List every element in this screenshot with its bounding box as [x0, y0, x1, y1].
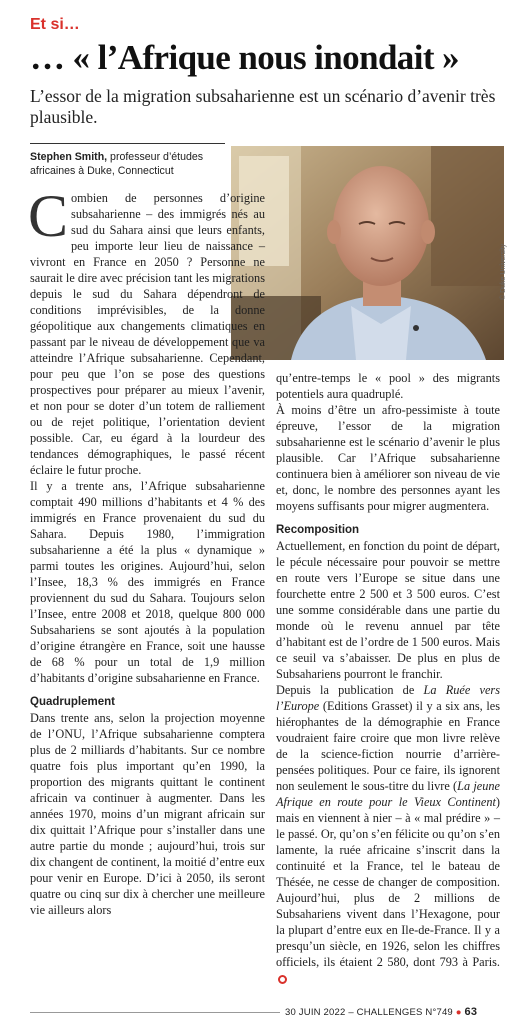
article-paragraph: qu’entre-temps le « pool » des migrants potentiels aura quadruplé.	[276, 371, 500, 401]
photo-credit: © Duke University	[500, 243, 507, 300]
page-number: 63	[464, 1006, 478, 1018]
magazine-issue: CHALLENGES N°749	[356, 1007, 453, 1018]
article-paragraph: Il y a trente ans, l’Afrique subsaharienne comptait 490 millions d’habitants et 4 % des immigrés en France provenaient du sud du Sahara. Depuis 1980, l’immigration subsaharienne a été la plus « dynamique » parmi toutes les origines. Aujourd’hui, selon l’Insee, 18,3 % des immigrés en France proviennent du sud du Sahara. Toujours selon l’Insee, entre 2008 et 2018, quelque 800 000 Subsahariens se sont ajoutés à la population d’origine étrangère en France, soit une hausse de 68 % pour un total de 1,9 million d’habitants d’origine subsaharienne en France.	[30, 479, 265, 685]
portrait-photo-illustration	[231, 146, 504, 360]
article-column-right	[276, 370, 500, 986]
page-footer: 30 JUIN 2022 – CHALLENGES N°749 ● 63	[285, 1006, 478, 1018]
article-column-left	[28, 183, 265, 918]
book-subtitle: La jeune Afrique en route pour le Vieux Continent	[276, 779, 500, 809]
drop-cap: C	[28, 183, 69, 249]
author-portrait-photo	[231, 146, 504, 360]
footer-rule	[30, 1012, 280, 1013]
end-of-article-icon	[278, 975, 287, 984]
bullet-icon: ●	[455, 1007, 462, 1018]
issue-date: 30 JUIN 2022	[285, 1007, 346, 1018]
byline-rule	[30, 143, 225, 144]
article-paragraph: Dans trente ans, selon la projection moyenne de l’ONU, l’Afrique subsaharienne comptera plus de 2 milliards d’habitants. Sur ce nombre quatre fois plus important qu’en 1990, la proportion des migrants quittant le continent africain va continuer à augmenter. Dans les années 1970, moins d’un migrant africain sur dix quittait l’Afrique pour s’installer dans une autre partie du monde ; aujourd’hui, trois sur dix changent de continent, la moitié d’entre eux pour venir en Europe. D’ici à 2050, ils seront quatre ou cinq sur dix à chercher une meilleure vie ailleurs alors	[30, 711, 265, 917]
subheading-recomposition: Recomposition	[276, 524, 360, 536]
article-paragraph: Actuellement, en fonction du point de départ, le pécule nécessaire pour pouvoir se mettre en route vers l’Europe se situe dans une fourchette entre 2 500 et 3 500 euros. C’est une somme considérable dans une partie du monde où le revenu annuel par tête d’habitant est de l’ordre de 1 500 euros. Mais ce seuil va s’abaisser. De plus en plus de Subsahariens pourront le franchir.	[276, 539, 500, 681]
author-name: Stephen Smith,	[30, 151, 108, 163]
article-standfirst: L’essor de la migration subsaharienne est un scénario d’avenir très plausible.	[30, 86, 496, 127]
article-paragraph: À moins d’être un afro-pessimiste à toute épreuve, l’essor de la migration subsaharienne est le scénario d’avenir le plus plausible. Car l’Afrique subsaharienne continuera bien à améliorer son niveau de vie et, donc, le nombre des personnes ayant les moyens suffisants pour migrer augmentera.	[276, 403, 500, 513]
article-paragraph: Combien de personnes d’origine subsaharienne – des immigrés nés au sud du Sahara ainsi que leurs enfants, peu importe leur lieu de naissance – vivront en France en 2050 ? Personne ne saurait le dire avec précision tant les migrations depuis le sud du Sahara dépendront de conditions imprévisibles, de la donne géopolitique aux changements climatiques en passant par le niveau de développement que va atteindre l’Afrique subsaharienne. Cependant, pour peu que l’on se pose des questions prospectives pour préparer au mieux l’avenir, et non pour se doter d’un totem de ralliement ou de rejet politique, l’orientation devient possible. Car, eu égard à la lourdeur des tendances démographiques, le passé récent éclaire le futur proche.	[28, 183, 265, 477]
subheading-quadruplement: Quadruplement	[30, 696, 115, 708]
article-paragraph: Depuis la publication de La Ruée vers l’Europe (Editions Grasset) il y a six ans, les hiérophantes de la démographie en France voudraient faire croire que mon livre relève de la science-fiction nourrie d’arrière-pensées politiques. Pour ce faire, ils ignorent non seulement le sous-titre du livre (La jeune Afrique en route pour le Vieux Continent) mais en viennent à nier – à « mal prédire » – le passé. Or, qu’on s’en félicite ou qu’on s’en lamente, la ruée africaine s’inscrit dans la continuité et la France, tel le bateau de Thésée, ne cesse de changer de composition. Aujourd’hui, plus de 2 millions de Subsahariens vivent dans l’Hexagone, pour la plupart d’entre eux en Ile-de-France. Il y a presqu’un siècle, en 1926, selon les chiffres officiels, ils étaient 2 580, dont 793 à Paris.	[276, 682, 500, 986]
book-title: La Ruée vers l’Europe	[276, 683, 500, 713]
byline	[30, 150, 230, 178]
article-headline: … « l’Afrique nous inondait »	[30, 38, 459, 77]
author-role: professeur d’études africaines à Duke, Connecticut	[30, 151, 204, 177]
section-kicker: Et si…	[30, 16, 80, 33]
